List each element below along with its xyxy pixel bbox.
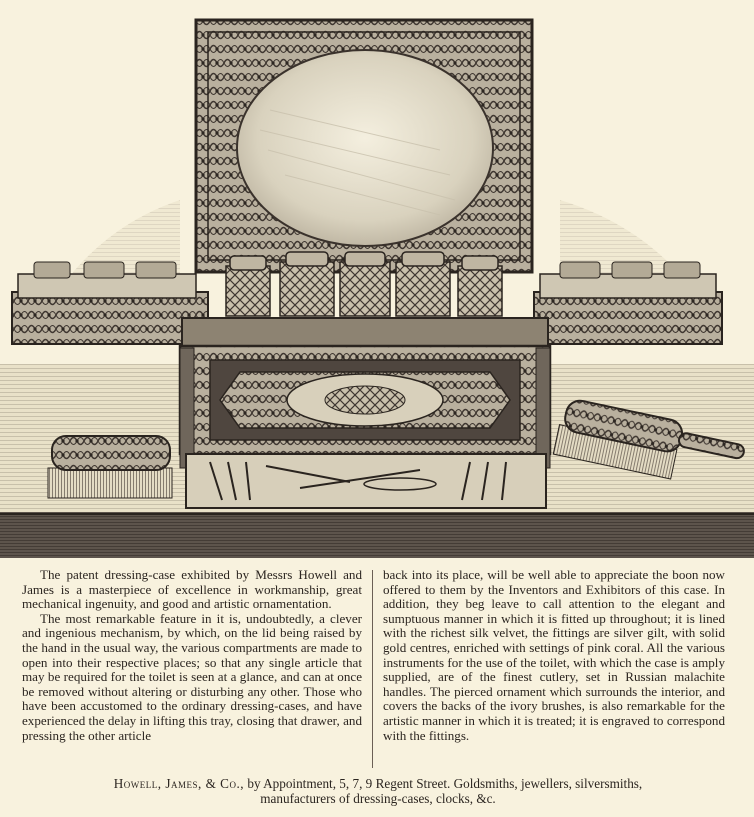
footer-line-1 [28, 776, 728, 791]
column-divider [372, 570, 373, 768]
article-paragraph: back into its place, will be well able to appreciate the boon now offered to them by the Inventors and Exhibitors of this case. In addition, they beg leave to call attention to the elegant and sumptuous manner in which it is fitted up throughout; it is lined with the richest silk velvet, the fittings are silver gilt, with solid gold centres, enriched with settings of pink coral. All the various instruments for the use of the toilet, with which the case is amply supplied, are of the finest cutlery, set in Russian malachite handles. The pierced ornament which surrounds the interior, and covers the backs of the ivory brushes, is also remarkable for the artistic manner in which it is treated; it is engraved to correspond with the fittings. [383, 567, 725, 743]
article-left-column [22, 568, 362, 743]
maker-footer [28, 776, 728, 806]
article-right-column [383, 568, 725, 743]
footer-line-2: manufacturers of dressing-cases, clocks, &c. [260, 791, 496, 806]
firm-name: Howell, James, & Co., [113, 776, 245, 791]
article-paragraph: The patent dressing-case exhibited by Messrs Howell and James is a masterpiece of excellence in workmanship, great mechanical ingenuity, and good and artistic ornamentation. [22, 567, 362, 612]
article-paragraph: The most remarkable feature in it is, undoubtedly, a clever and ingenious mechanism, by which, on the lid being raised by the hand in the usual way, the various compartments are made to open into their respective places; so that any single article that may be required for the toilet is seen at a glance, and can at once be removed without altering or disturbing any other. Those who have been accustomed to the ordinary dressing-cases, and have experienced the delay in lifting this tray, closing that drawer, and pressing the other article [22, 610, 362, 743]
footer-address: by Appointment, 5, 7, 9 Regent Street. Goldsmiths, jewellers, silversmiths, [247, 776, 643, 791]
